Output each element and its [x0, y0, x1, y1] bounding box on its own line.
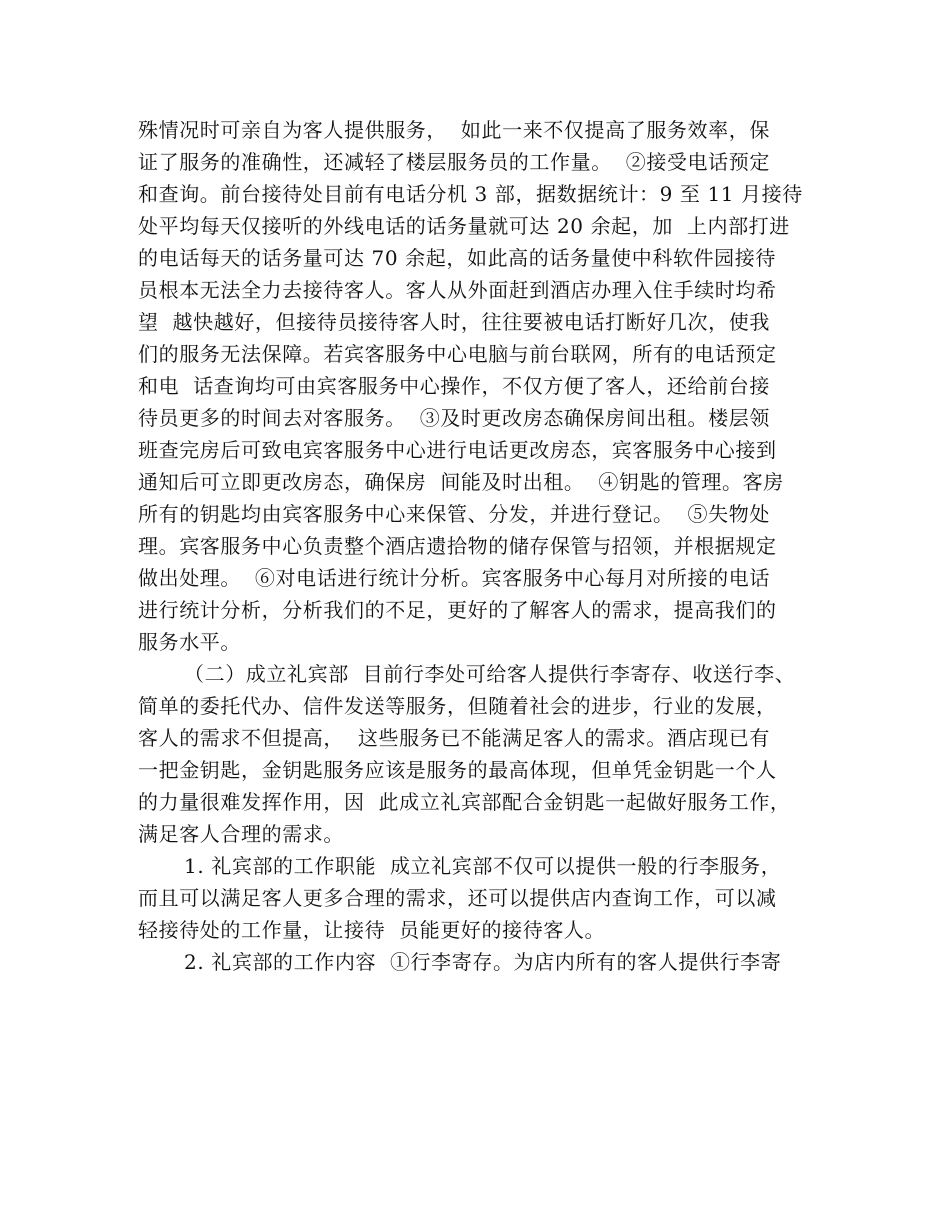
text-line: 待员更多的时间去对客服务。 ③及时更改房态确保房间出租。楼层领 — [138, 406, 770, 430]
text-line: 进行统计分析，分析我们的不足，更好的了解客人的需求，提高我们的 — [138, 598, 777, 622]
text-line: 通知后可立即更改房态，确保房 间能及时出租。 ④钥匙的管理。客房 — [138, 470, 784, 494]
text-line: 服务水平。 — [138, 630, 241, 654]
text-line: 殊情况时可亲自为客人提供服务， 如此一来不仅提高了服务效率，保 — [138, 118, 770, 142]
text-line: 们的服务无法保障。若宾客服务中心电脑与前台联网，所有的电话预定 — [138, 342, 777, 366]
text-line: 处平均每天仅接听的外线电话的话务量就可达 20 余起，加 上内部打进 — [138, 214, 790, 238]
text-line: 做出处理。 ⑥对电话进行统计分析。宾客服务中心每月对所接的电话 — [138, 566, 770, 590]
text-line: 证了服务的准确性，还减轻了楼层服务员的工作量。 ②接受电话预定 — [138, 150, 770, 174]
text-line: 理。宾客服务中心负责整个酒店遗拾物的储存保管与招领，并根据规定 — [138, 534, 777, 558]
text-line: 班查完房后可致电宾客服务中心进行电话更改房态，宾客服务中心接到 — [138, 438, 777, 462]
text-line: 和电 话查询均可由宾客服务中心操作，不仅方便了客人，还给前台接 — [138, 374, 770, 398]
text-line: 轻接待处的工作量，让接待 员能更好的接待客人。 — [138, 918, 606, 942]
text-line: 和查询。前台接待处目前有电话分机 3 部，据数据统计：9 至 11 月接待 — [138, 182, 803, 206]
text-line: 的电话每天的话务量可达 70 余起，如此高的话务量使中科软件园接待 — [138, 246, 776, 270]
text-line: 的力量很难发挥作用，因 此成立礼宾部配合金钥匙一起做好服务工作， — [138, 790, 791, 814]
text-line: 满足客人合理的需求。 — [138, 822, 344, 846]
text-line: 一把金钥匙，金钥匙服务应该是服务的最高体现，但单凭金钥匙一个人 — [138, 758, 777, 782]
section-heading-line: （二）成立礼宾部 目前行李处可给客人提供行李寄存、收送行李、 — [184, 662, 796, 686]
text-line: 而且可以满足客人更多合理的需求，还可以提供店内查询工作，可以减 — [138, 886, 777, 910]
subsection-line: 2. 礼宾部的工作内容 ①行李寄存。为店内所有的客人提供行李寄 — [184, 950, 782, 974]
subsection-line: 1. 礼宾部的工作职能 成立礼宾部不仅可以提供一般的行李服务， — [184, 854, 782, 878]
text-line: 望 越快越好，但接待员接待客人时，往往要被电话打断好几次，使我 — [138, 310, 770, 334]
text-line: 简单的委托代办、信件发送等服务，但随着社会的进步，行业的发展， — [138, 694, 777, 718]
text-line: 客人的需求不但提高， 这些服务已不能满足客人的需求。酒店现已有 — [138, 726, 770, 750]
text-line: 员根本无法全力去接待客人。客人从外面赶到酒店办理入住手续时均希 — [138, 278, 777, 302]
text-line: 所有的钥匙均由宾客服务中心来保管、分发，并进行登记。 ⑤失物处 — [138, 502, 770, 526]
